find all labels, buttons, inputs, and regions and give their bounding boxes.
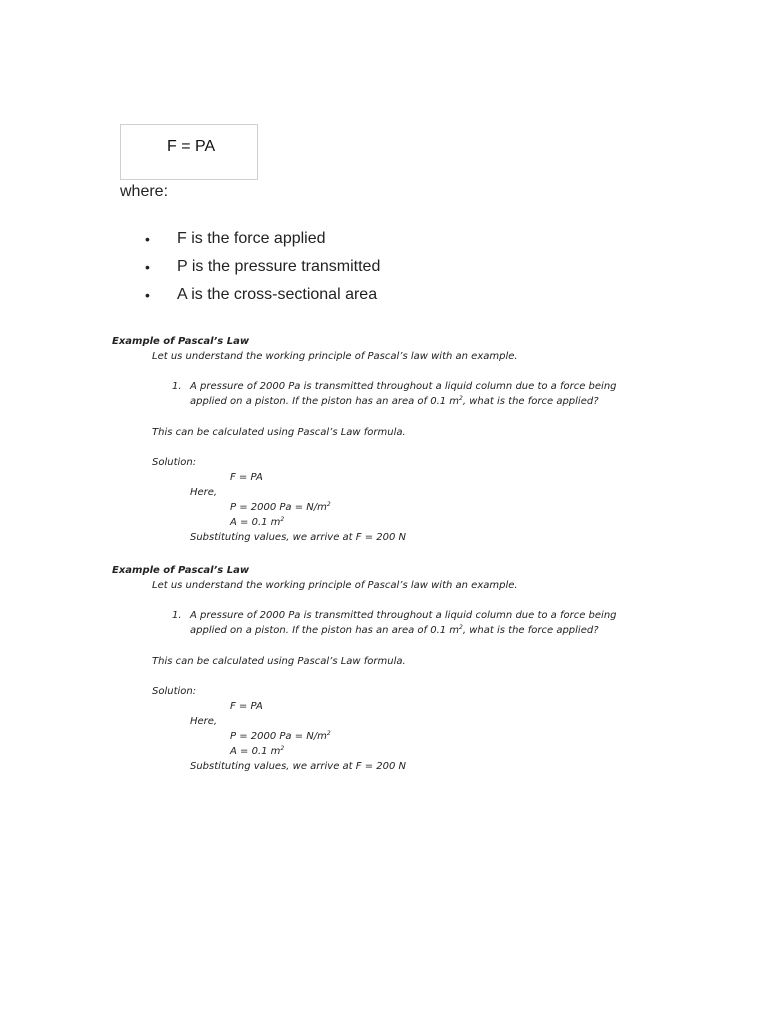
here-label: Here,	[190, 716, 218, 727]
superscript: 2	[326, 730, 331, 737]
example-intro: Let us understand the working principle of Pascal’s law with an example.	[152, 351, 518, 362]
pressure-value	[230, 501, 331, 515]
solution-label: Solution:	[152, 686, 197, 697]
question-line	[190, 395, 599, 409]
question-line: A pressure of 2000 Pa is transmitted throughout a liquid column due to a force being	[190, 610, 617, 621]
pressure-value	[230, 730, 331, 744]
formula-box	[120, 124, 258, 180]
example-heading: Example of Pascal’s Law	[112, 565, 250, 576]
definition-text: A is the cross-sectional area	[177, 286, 378, 303]
formula-text: F = PA	[167, 138, 216, 155]
substituting-text: Substituting values, we arrive at F = 200 N	[190, 532, 406, 543]
superscript: 2	[280, 516, 285, 523]
bullet-icon: •	[145, 287, 150, 303]
example-section	[112, 564, 712, 784]
question-number: 1.	[172, 610, 182, 621]
example-heading: Example of Pascal’s Law	[112, 336, 250, 347]
question-line: A pressure of 2000 Pa is transmitted throughout a liquid column due to a force being	[190, 381, 617, 392]
area-value	[230, 516, 284, 530]
superscript: 2	[459, 624, 463, 631]
question-text: , what is the force applied?	[462, 396, 599, 407]
question-text: applied on a piston. If the piston has an area of 0.1 m	[190, 396, 460, 407]
question-text: applied on a piston. If the piston has an area of 0.1 m	[190, 625, 460, 636]
substituting-text: Substituting values, we arrive at F = 200 N	[190, 761, 406, 772]
question-line	[190, 624, 599, 638]
solution-formula: F = PA	[230, 701, 263, 712]
definition-text: P is the pressure transmitted	[177, 258, 381, 275]
superscript: 2	[326, 501, 331, 508]
question-text: , what is the force applied?	[462, 625, 599, 636]
question-number: 1.	[172, 381, 182, 392]
superscript: 2	[459, 395, 463, 402]
solution-label: Solution:	[152, 457, 197, 468]
formula-note: This can be calculated using Pascal’s Law formula.	[152, 427, 406, 438]
area-text: A = 0.1 m	[230, 746, 281, 757]
area-value	[230, 745, 284, 759]
here-label: Here,	[190, 487, 218, 498]
solution-formula: F = PA	[230, 472, 263, 483]
example-intro: Let us understand the working principle of Pascal’s law with an example.	[152, 580, 518, 591]
formula-note: This can be calculated using Pascal’s Law formula.	[152, 656, 406, 667]
pressure-text: P = 2000 Pa = N/m	[230, 731, 327, 742]
bullet-icon: •	[145, 259, 150, 275]
definition-text: F is the force applied	[177, 230, 326, 247]
where-label: where:	[120, 183, 169, 200]
pressure-text: P = 2000 Pa = N/m	[230, 502, 327, 513]
area-text: A = 0.1 m	[230, 517, 281, 528]
superscript: 2	[280, 745, 285, 752]
example-section	[112, 335, 712, 555]
bullet-icon: •	[145, 231, 150, 247]
